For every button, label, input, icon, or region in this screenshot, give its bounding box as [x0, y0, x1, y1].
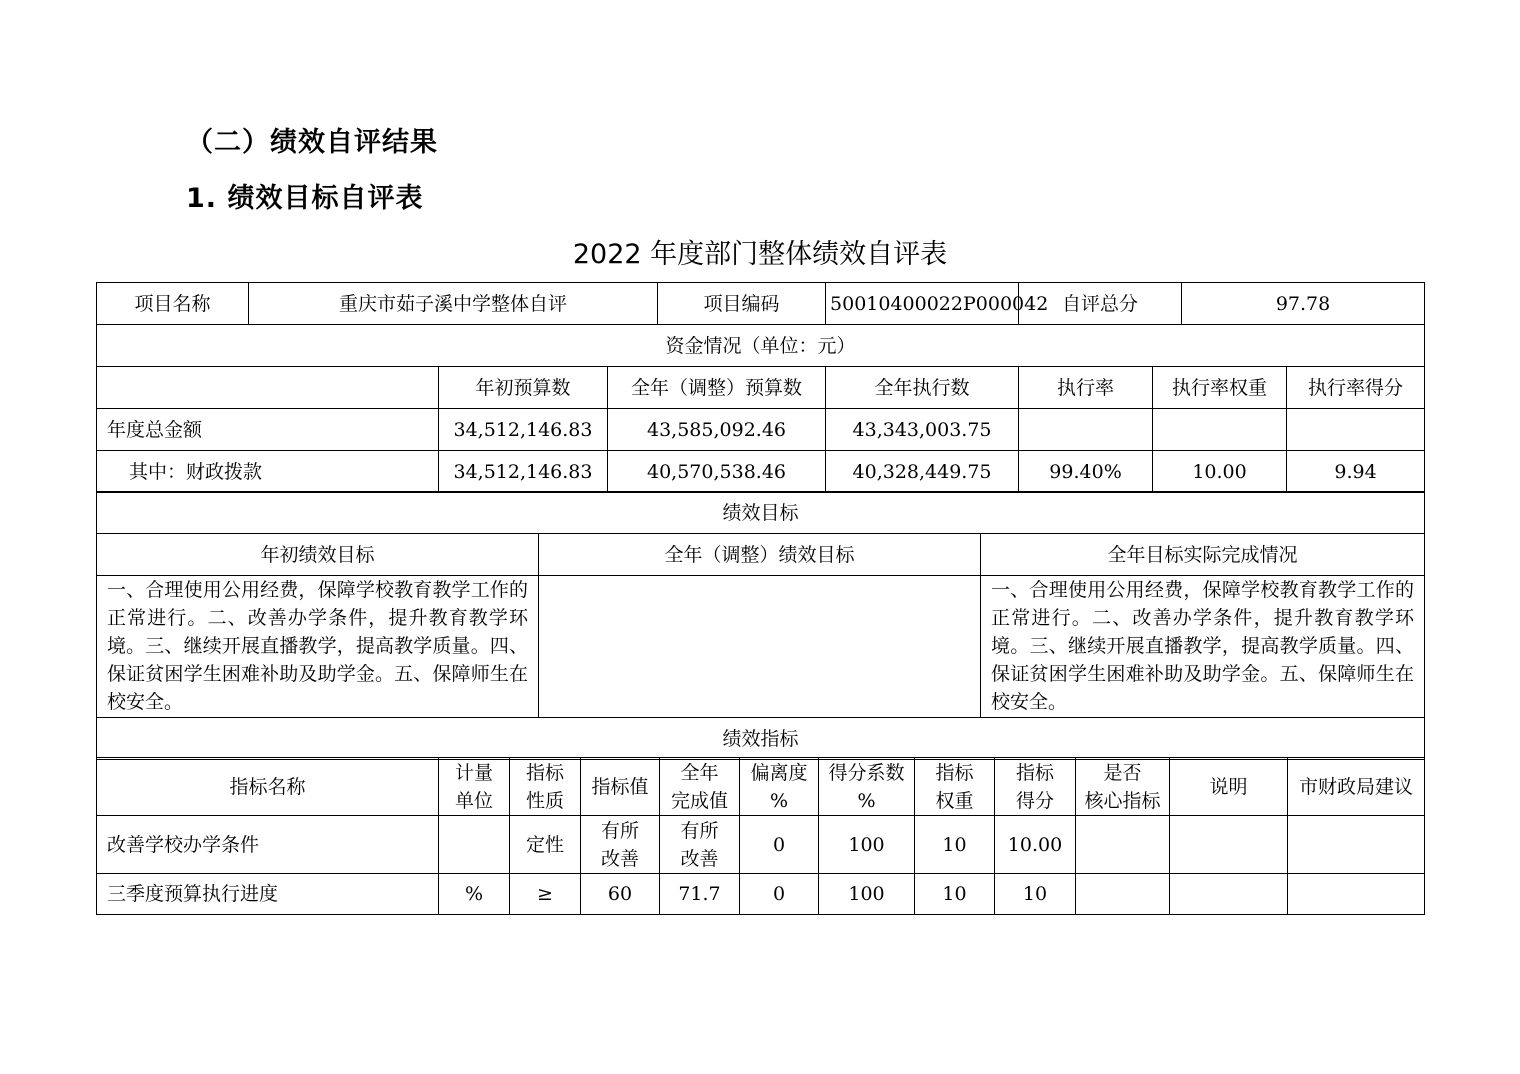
- funds-cell: 43,585,092.46: [608, 409, 826, 451]
- goals-header: 全年（调整）绩效目标: [539, 534, 981, 576]
- funds-header: 年初预算数: [439, 367, 608, 409]
- table-row: [97, 409, 1425, 451]
- table-row: [97, 816, 1425, 874]
- ind-header-deviation: 偏离度 %: [740, 758, 819, 816]
- funds-table: [96, 282, 1425, 493]
- ind-header-coef: 得分系数 %: [819, 758, 915, 816]
- ind-header-score: 指标 得分: [995, 758, 1076, 816]
- project-name-value: 重庆市茹子溪中学整体自评: [249, 283, 658, 325]
- ind-header-unit: 计量 单位: [439, 758, 510, 816]
- goals-content-row: [97, 576, 1425, 718]
- ind-note: [1170, 816, 1288, 874]
- goals-header: 年初绩效目标: [97, 534, 539, 576]
- funds-row-label: 其中：财政拨款: [97, 451, 439, 493]
- ind-core: [1076, 874, 1170, 915]
- funds-cell: 9.94: [1287, 451, 1425, 493]
- funds-header: 全年执行数: [826, 367, 1019, 409]
- project-name-label: 项目名称: [97, 283, 249, 325]
- funds-cell: [1153, 409, 1287, 451]
- ind-advice: [1288, 816, 1425, 874]
- ind-header-done: 全年 完成值: [660, 758, 740, 816]
- funds-cell: 99.40%: [1019, 451, 1153, 493]
- goals-section-label: 绩效目标: [97, 492, 1425, 534]
- ind-value: 有所 改善: [581, 816, 660, 874]
- project-row: [97, 283, 1425, 325]
- ind-nature: 定性: [510, 816, 581, 874]
- subsection-heading: 1. 绩效目标自评表: [186, 183, 424, 214]
- funds-cell: 34,512,146.83: [439, 409, 608, 451]
- ind-nature: ≥: [510, 874, 581, 915]
- funds-header: 执行率得分: [1287, 367, 1425, 409]
- funds-section-label: 资金情况（单位：元）: [97, 325, 1425, 367]
- adjusted-goal-text: [539, 576, 981, 718]
- ind-advice: [1288, 874, 1425, 915]
- initial-goal-text: 一、合理使用公用经费，保障学校教育教学工作的正常进行。二、改善办学条件，提升教育教学环境。三、继续开展直播教学，提高教学质量。四、保证贫困学生困难补助及助学金。五、保障师生在校安全。: [97, 576, 539, 718]
- goals-table: [96, 491, 1425, 760]
- funds-header: 执行率权重: [1153, 367, 1287, 409]
- indicators-section-label: 绩效指标: [97, 718, 1425, 760]
- ind-header-note: 说明: [1170, 758, 1288, 816]
- funds-row-label: 年度总金额: [97, 409, 439, 451]
- funds-cell: [1019, 409, 1153, 451]
- project-code-label: 项目编码: [658, 283, 826, 325]
- funds-cell: 34,512,146.83: [439, 451, 608, 493]
- ind-header-weight: 指标 权重: [915, 758, 995, 816]
- ind-score: 10: [995, 874, 1076, 915]
- funds-header-row: [97, 367, 1425, 409]
- ind-done: 有所 改善: [660, 816, 740, 874]
- funds-cell: 10.00: [1153, 451, 1287, 493]
- ind-header-name: 指标名称: [97, 758, 439, 816]
- ind-header-core: 是否 核心指标: [1076, 758, 1170, 816]
- table-row: [97, 451, 1425, 493]
- project-code-value: 50010400022P000042: [826, 283, 1019, 325]
- ind-deviation: 0: [740, 874, 819, 915]
- table-title: 2022 年度部门整体绩效自评表: [572, 239, 948, 270]
- funds-header-blank: [97, 367, 439, 409]
- total-score-label: 自评总分: [1019, 283, 1182, 325]
- ind-coef: 100: [819, 874, 915, 915]
- ind-weight: 10: [915, 816, 995, 874]
- goals-header: 全年目标实际完成情况: [981, 534, 1425, 576]
- ind-note: [1170, 874, 1288, 915]
- actual-goal-text: 一、合理使用公用经费，保障学校教育教学工作的正常进行。二、改善办学条件，提升教育教学环境。三、继续开展直播教学，提高教学质量。四、保证贫困学生困难补助及助学金。五、保障师生在校安全。: [981, 576, 1425, 718]
- funds-cell: 40,328,449.75: [826, 451, 1019, 493]
- ind-deviation: 0: [740, 816, 819, 874]
- ind-header-advice: 市财政局建议: [1288, 758, 1425, 816]
- indicators-header-row: [97, 758, 1425, 816]
- ind-value: 60: [581, 874, 660, 915]
- ind-coef: 100: [819, 816, 915, 874]
- indicators-table: [96, 757, 1425, 915]
- ind-done: 71.7: [660, 874, 740, 915]
- total-score-value: 97.78: [1182, 283, 1425, 325]
- ind-weight: 10: [915, 874, 995, 915]
- funds-cell: [1287, 409, 1425, 451]
- ind-score: 10.00: [995, 816, 1076, 874]
- ind-unit: [439, 816, 510, 874]
- ind-name: 三季度预算执行进度: [97, 874, 439, 915]
- ind-header-value: 指标值: [581, 758, 660, 816]
- goals-header-row: [97, 534, 1425, 576]
- funds-cell: 43,343,003.75: [826, 409, 1019, 451]
- funds-header: 全年（调整）预算数: [608, 367, 826, 409]
- funds-header: 执行率: [1019, 367, 1153, 409]
- ind-core: [1076, 816, 1170, 874]
- ind-name: 改善学校办学条件: [97, 816, 439, 874]
- table-row: [97, 874, 1425, 915]
- ind-header-nature: 指标 性质: [510, 758, 581, 816]
- section-heading: （二）绩效自评结果: [186, 127, 438, 158]
- ind-unit: %: [439, 874, 510, 915]
- funds-cell: 40,570,538.46: [608, 451, 826, 493]
